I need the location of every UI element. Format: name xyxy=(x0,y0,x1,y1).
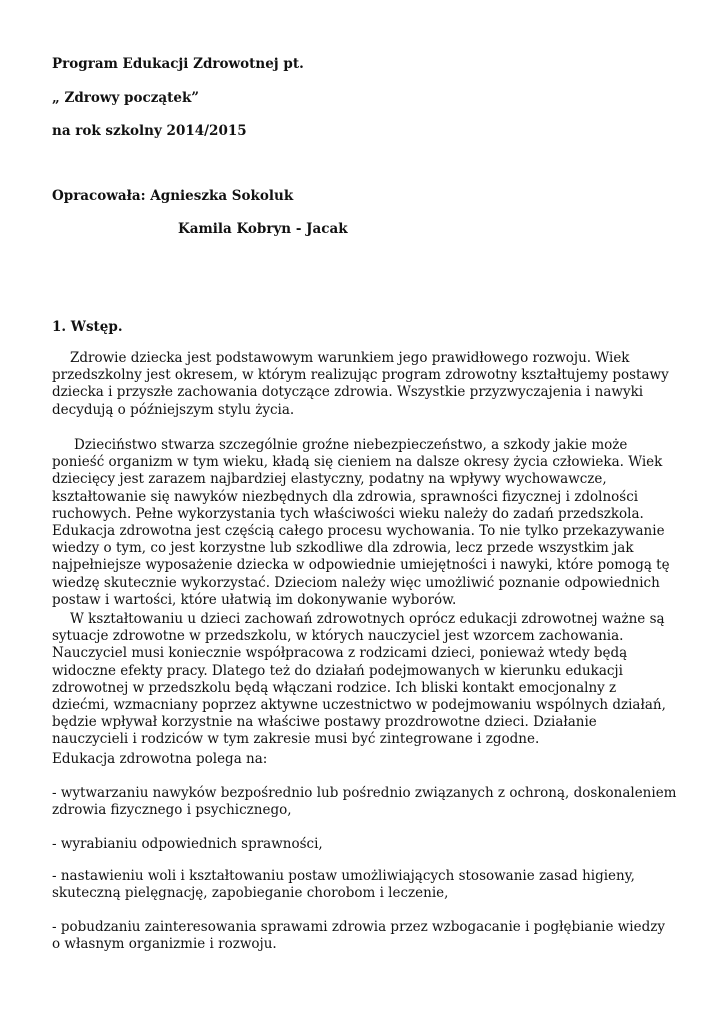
paragraph-childhood: Dzieciństwo stwarza szczególnie groźne niebezpieczeństwo, a szkody jakie może ponieść organizm w tym wieku, kładą się cieniem na dalsze okresy życia człowieka. Wiek dziecięcy jest zarazem najbardziej elastyczny, podatny na wpływy wychowawcze, kształtowanie się nawyków niezbędnych dla zdrowia, sprawności fizycznej i zdolności ruchowych. Pełne wykorzystania tych właściwości wieku należy do zadań przedszkola. Edukacja zdrowotna jest częścią całego procesu wychowania. To nie tylko przekazywanie wiedzy o tym, co jest korzystne lub szkodliwe dla zdrowia, lecz przede wszystkim jak najpełniejsze wyposażenie dziecka w odpowiednie umiejętności i nawyki, które pomogą tę wiedzę skutecznie wykorzystać. Dzieciom należy więc umożliwić poznanie odpowiednich postaw i wartości, które ułatwią im dokonywanie wyborów. xyxy=(52,437,670,608)
program-subtitle: „ Zdrowy początek” xyxy=(52,90,200,106)
paragraph-intro: Zdrowie dziecka jest podstawowym warunkiem jego prawidłowego rozwoju. Wiek przedszkolny jest okresem, w którym realizując program zdrowotny kształtujemy postawy dziecka i przyszłe zachowania dotyczące zdrowia. Wszystkie przyzwyczajenia i nawyki decydują o późniejszym stylu życia. xyxy=(52,350,669,418)
program-title: Program Edukacji Zdrowotnej pt. xyxy=(52,56,304,72)
list-item: - nastawieniu woli i kształtowaniu postaw umożliwiających stosowanie zasad higieny, skuteczną pielęgnację, zapobieganie chorobom i leczenie, xyxy=(52,868,635,902)
school-year: na rok szkolny 2014/2015 xyxy=(52,123,247,139)
list-item: - wyrabianiu odpowiednich sprawności, xyxy=(52,836,323,852)
list-item: - wytwarzaniu nawyków bezpośrednio lub pośrednio związanych z ochroną, doskonaleniem zdrowia fizycznego i psychicznego, xyxy=(52,785,677,819)
list-intro: Edukacja zdrowotna polega na: xyxy=(52,751,268,767)
author-primary: Opracowała: Agnieszka Sokoluk xyxy=(52,188,294,204)
section-heading: 1. Wstęp. xyxy=(52,319,123,335)
list-item: - pobudzaniu zainteresowania sprawami zdrowia przez wzbogacanie i pogłębianie wiedzy o własnym organizmie i rozwoju. xyxy=(52,919,665,953)
author-secondary: Kamila Kobryn - Jacak xyxy=(178,221,348,237)
paragraph-cooperation: W kształtowaniu u dzieci zachowań zdrowotnych oprócz edukacji zdrowotnej ważne są sytuacje zdrowotne w przedszkolu, w których nauczyciel jest wzorcem zachowania. Nauczyciel musi koniecznie współpracowa z rodzicami dzieci, ponieważ wtedy będą widoczne efekty pracy. Dlatego też do działań podejmowanych w kierunku edukacji zdrowotnej w przedszkolu będą włączani rodzice. Ich bliski kontakt emocjonalny z dziećmi, wzmacniany poprzez aktywne uczestnictwo w podejmowaniu wspólnych działań, będzie wpływał korzystnie na właściwe postawy prozdrowotne dzieci. Działanie nauczycieli i rodziców w tym zakresie musi być zintegrowane i zgodne. xyxy=(52,611,666,748)
